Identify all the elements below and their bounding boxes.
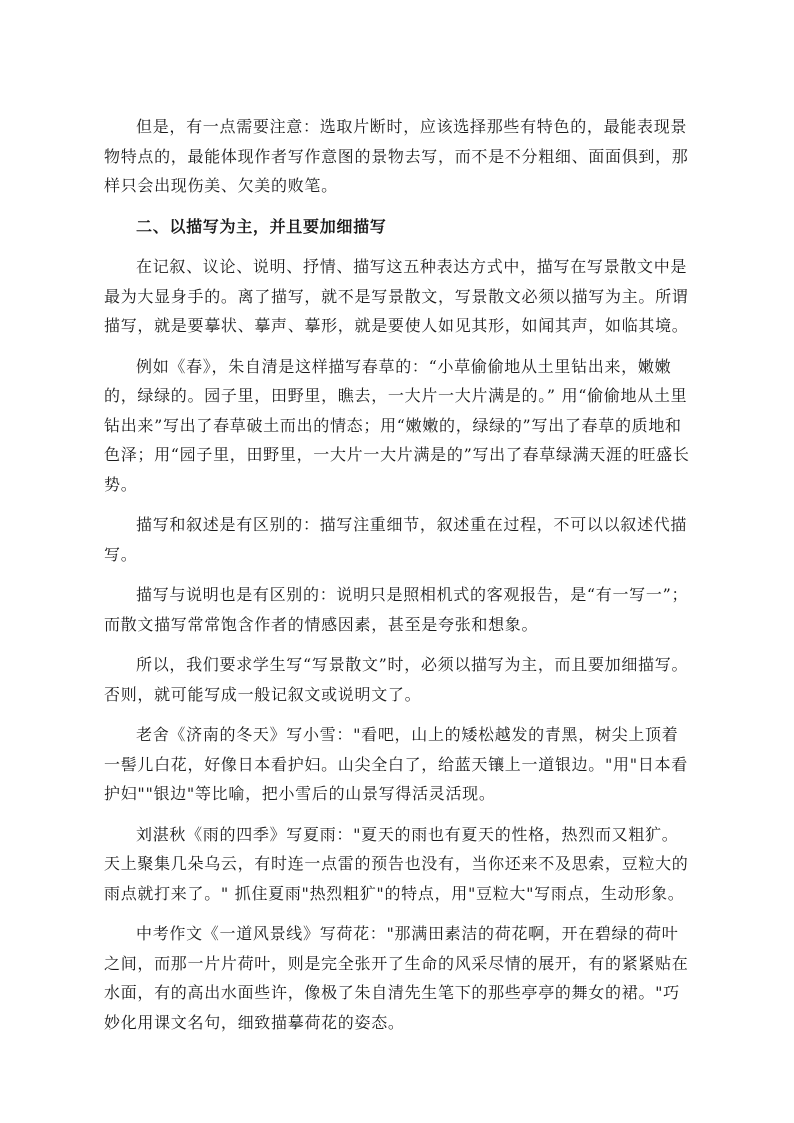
document-page xyxy=(104,112,694,1048)
paragraph-description-vs-explanation: 描写与说明也是有区别的：说明只是照相机式的客观报告，是“有一写一”；而散文描写常常饱含作者的情感因素，甚至是夸张和想象。 xyxy=(104,585,689,634)
paragraph-lotus-example: 中考作文《一道风景线》写荷花："那满田素洁的荷花啊，开在碧绿的荷叶之间，而那一片片荷叶，则是完全张开了生命的风采尽情的展开，有的紧紧贴在水面，有的高出水面些许，像极了朱自清先生笔下的那些亭亭的舞女的裙。"巧妙化用课文名句，细致描摹荷花的姿态。 xyxy=(104,924,689,1032)
paragraph-spring-example: 例如《春》，朱自清是这样描写春草的：“小草偷偷地从土里钻出来，嫩嫩的，绿绿的。园子里，田野里，瞧去，一大片一大片满是的。” 用“偷偷地从土里钻出来”写出了春草破土而出的情态；用“嫩嫩的，绿绿的”写出了春草的质地和色泽；用“园子里，田野里，一大片一大片满是的”写出了春草绿满天涯的旺盛长势。 xyxy=(104,356,690,494)
paragraph-description-main: 在记叙、议论、说明、抒情、描写这五种表达方式中，描写在写景散文中是最为大显身手的。离了描写，就不是写景散文，写景散文必须以描写为主。所谓描写，就是要摹状、摹声、摹形，就是要使人如见其形，如闻其声，如临其境。 xyxy=(104,257,689,335)
paragraph-requirement: 所以，我们要求学生写“写景散文”时，必须以描写为主，而且要加细描写。否则，就可能写成一般记叙文或说明文了。 xyxy=(104,655,689,704)
paragraph-liuzhanqiu-example: 刘湛秋《雨的四季》写夏雨："夏天的雨也有夏天的性格，热烈而又粗犷。天上聚集几朵乌云，有时连一点雷的预告也没有，当你还来不及思索，豆粒大的雨点就打来了。" 抓住夏雨"热烈粗犷"的特点，用"豆粒大"写雨点，生动形象。 xyxy=(104,824,689,903)
section-heading: 二、以描写为主，并且要加细描写 xyxy=(136,216,387,236)
paragraph-description-vs-narration: 描写和叙述是有区别的：描写注重细节，叙述重在过程，不可以以叙述代描写。 xyxy=(104,515,688,564)
paragraph-laoshe-example: 老舍《济南的冬天》写小雪："看吧，山上的矮松越发的青黑，树尖上顶着一髻儿白花，好像日本看护妇。山尖全白了，给蓝天镶上一道银边。"用"日本看护妇""银边"等比喻，把小雪后的山景写得活灵活现。 xyxy=(104,725,688,803)
paragraph-selection-note: 但是，有一点需要注意：选取片断时，应该选择那些有特色的，最能表现景物特点的，最能体现作者写作意图的景物去写，而不是不分粗细、面面俱到，那样只会出现伤美、欠美的败笔。 xyxy=(104,117,689,195)
